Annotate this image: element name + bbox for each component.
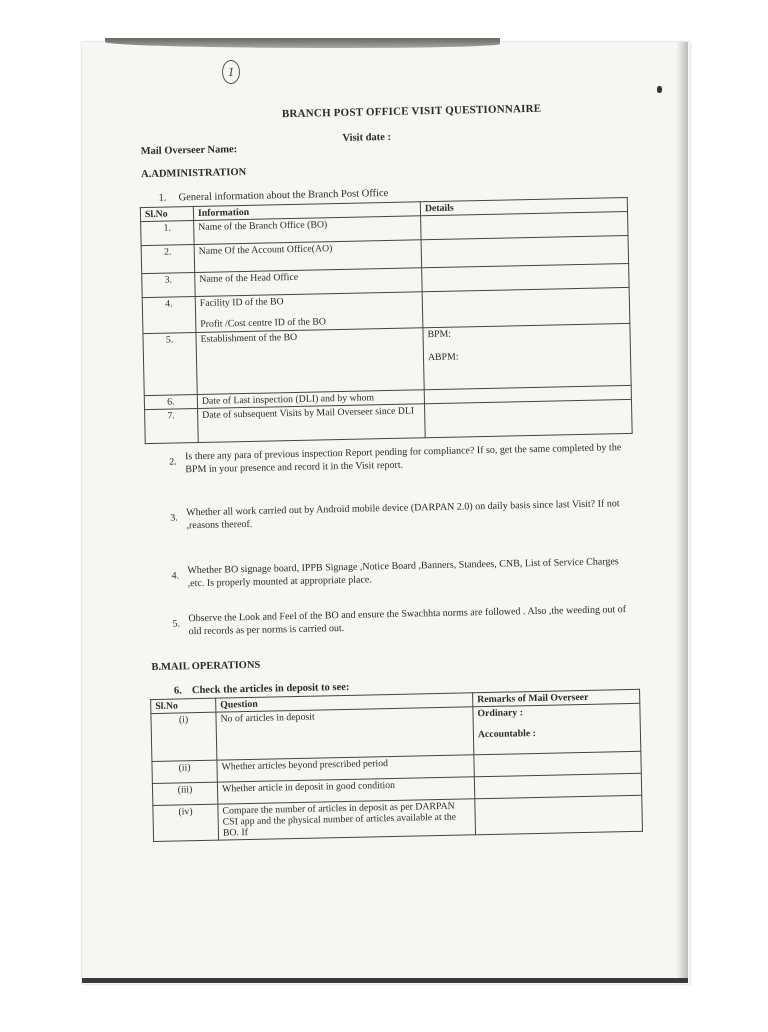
q1-text: General information about the Branch Post Office xyxy=(178,187,389,204)
header-slno: Sl.No xyxy=(151,698,216,713)
details-cell[interactable] xyxy=(422,287,630,327)
q3-text: Whether all work carried out by Android mobile device (DARPAN 2.0) on daily basis since last Visit? If not ,reasons thereof. xyxy=(186,498,620,532)
table-row xyxy=(143,323,631,395)
row-question: No of articles in deposit xyxy=(216,707,474,760)
row-number: 7. xyxy=(145,409,199,444)
header-details: Details xyxy=(420,197,627,215)
row-number: (iv) xyxy=(153,804,219,841)
row-number: 2. xyxy=(141,245,195,274)
general-info-table xyxy=(140,197,633,444)
q4-number: 4. xyxy=(171,570,180,582)
row-number: (i) xyxy=(151,712,217,761)
row-question: Whether articles beyond prescribed period xyxy=(217,755,474,782)
details-cell[interactable] xyxy=(424,399,632,437)
q5-text: Observe the Look and Feel of the BO and ensure the Swachhta norms are followed . Also ,the weeding out of old records as per norms is carried out. xyxy=(188,604,627,638)
row-information: Establishment of the BO xyxy=(196,328,424,395)
details-cell[interactable] xyxy=(421,235,629,267)
profit-centre-label: Profit /Cost centre ID of the BO xyxy=(200,316,327,330)
q5-number: 5. xyxy=(172,618,181,630)
abpm-label: ABPM: xyxy=(427,351,459,364)
details-cell[interactable] xyxy=(423,323,631,389)
row-number: (ii) xyxy=(152,760,217,783)
q4-text: Whether BO signage board, IPPB Signage ,Notice Board ,Banners, Standees, CNB, List of Service Charges ,etc. Is properly mounted at appropriate place. xyxy=(187,556,619,590)
remarks-cell[interactable] xyxy=(473,703,641,754)
row-number: 1. xyxy=(141,221,194,246)
row-question: Compare the number of articles in deposit as per DARPAN CSI app and the physical number of articles available at the BO. If xyxy=(218,799,476,840)
q2-number: 2. xyxy=(169,456,177,468)
row-number: 5. xyxy=(143,333,197,396)
section-a-heading: A.ADMINISTRATION xyxy=(141,166,247,181)
row-number: 6. xyxy=(144,395,197,410)
row-information xyxy=(195,292,423,333)
facility-id-label: Facility ID of the BO xyxy=(199,296,284,309)
header-slno: Sl.No xyxy=(140,207,193,222)
header-question: Question xyxy=(216,693,473,712)
section-b-heading: B.MAIL OPERATIONS xyxy=(151,659,261,674)
row-information: Date of subsequent Visits by Mail Overseer since DLI xyxy=(198,404,426,443)
row-information: Name of the Branch Office (BO) xyxy=(194,216,421,245)
articles-deposit-table xyxy=(150,689,643,842)
q3-number: 3. xyxy=(170,512,178,524)
remarks-cell[interactable] xyxy=(475,795,643,834)
row-question: Whether article in deposit in good condition xyxy=(217,777,474,804)
accountable-label: Accountable : xyxy=(477,727,537,741)
q6-text: Check the articles in deposit to see: xyxy=(191,681,350,697)
header-information: Information xyxy=(193,202,420,221)
q6-number: 6. xyxy=(173,685,182,697)
bpm-label: BPM: xyxy=(427,328,452,341)
row-information: Name of the Head Office xyxy=(195,268,422,297)
visit-date-label: Visit date : xyxy=(342,131,392,144)
row-number: 4. xyxy=(142,297,196,334)
row-information: Date of Last inspection (DLI) and by whom xyxy=(197,390,424,409)
page-mark: 1 xyxy=(222,60,240,84)
page-title: BRANCH POST OFFICE VISIT QUESTIONNAIRE xyxy=(281,102,542,121)
row-number: 3. xyxy=(142,273,195,298)
q1-number: 1. xyxy=(158,192,167,204)
row-number: (iii) xyxy=(152,782,217,805)
q2-text: Is there any para of previous inspection Report pending for compliance? If so, get the same completed by the BPM in your presence and record it in the Visit report. xyxy=(184,442,622,476)
ordinary-label: Ordinary : xyxy=(477,707,524,720)
row-information: Name Of the Account Office(AO) xyxy=(194,240,422,273)
header-remarks: Remarks of Mail Overseer xyxy=(473,689,640,706)
mail-overseer-label: Mail Overseer Name: xyxy=(140,144,238,158)
